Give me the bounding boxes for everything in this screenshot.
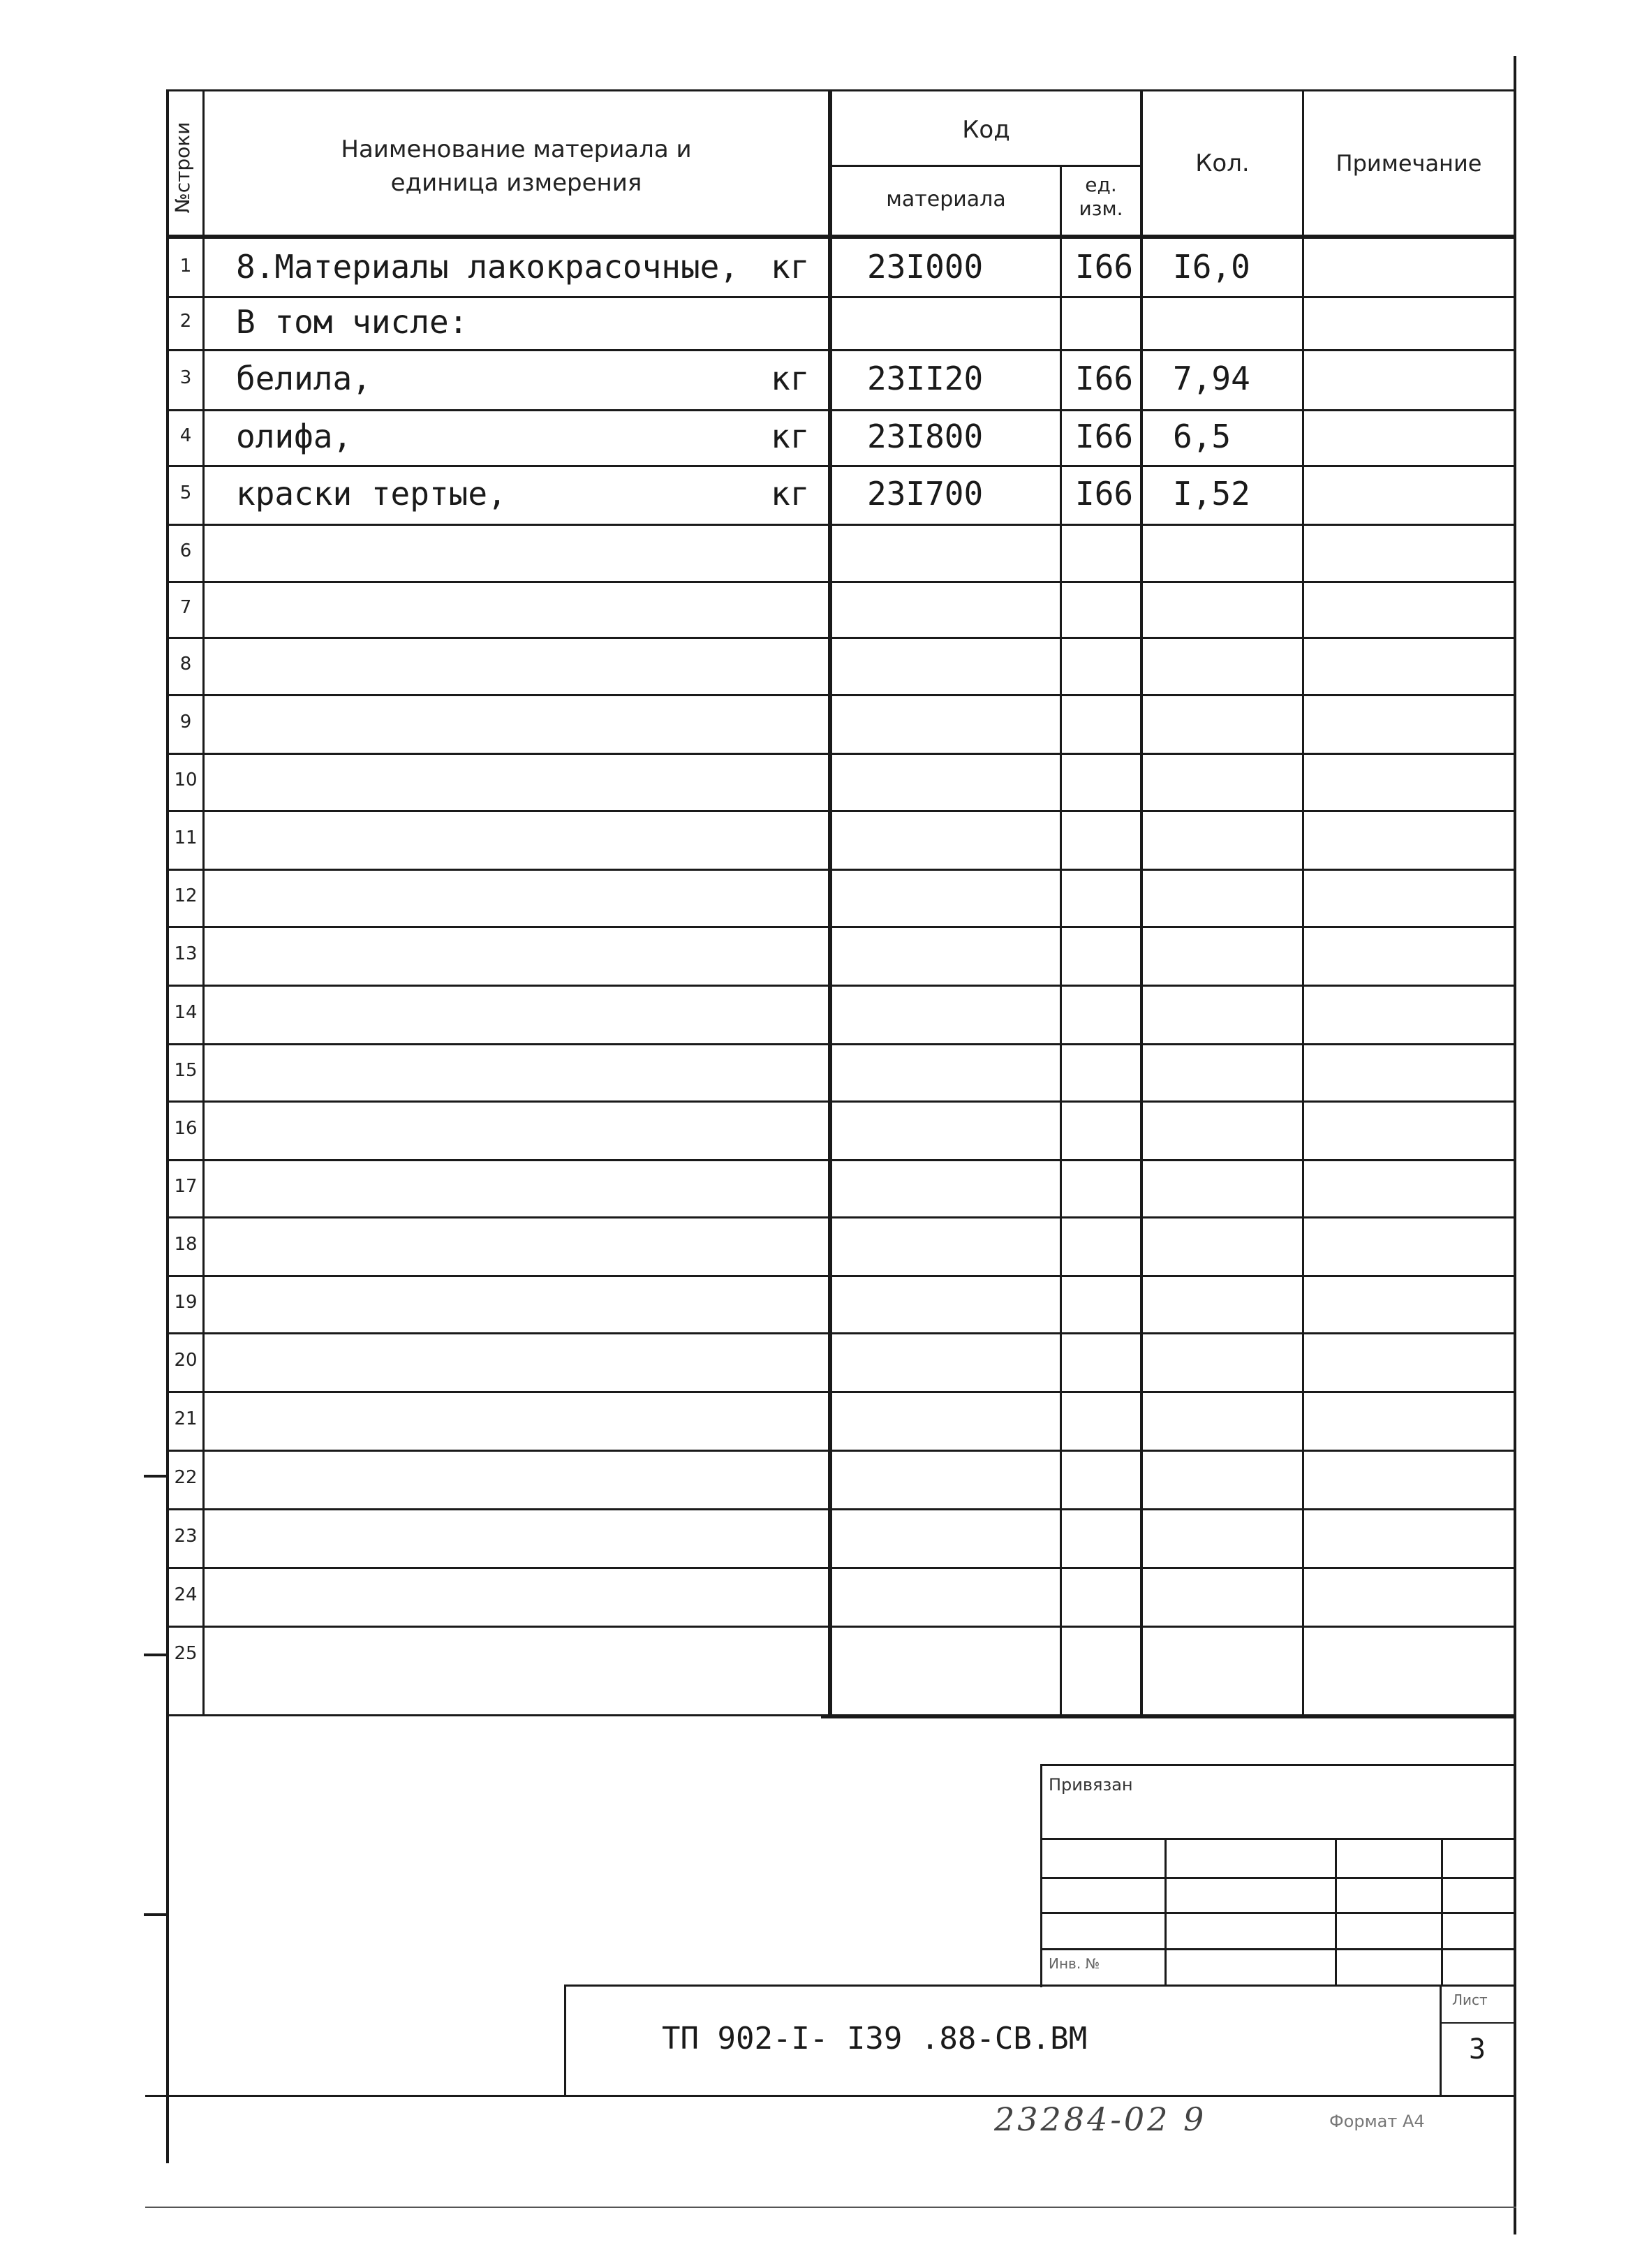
row-separator — [168, 1332, 1515, 1334]
margin-tick-2 — [144, 1654, 168, 1656]
unit-code: I66 — [1075, 418, 1134, 455]
row-separator — [168, 349, 1515, 351]
row-separator — [168, 1450, 1515, 1452]
row-number: 19 — [174, 1292, 198, 1313]
row-separator — [168, 1043, 1515, 1045]
unit-code: I66 — [1075, 475, 1134, 513]
code-subheader-line — [831, 165, 1140, 167]
handwritten-archive-number: 23284-02 9 — [994, 2100, 1207, 2138]
row-number: 22 — [174, 1467, 198, 1488]
row-number: 11 — [174, 827, 198, 848]
material-name: олифа, — [236, 418, 353, 455]
table-left-border — [166, 89, 169, 2163]
material-code-column-border — [1060, 165, 1062, 1716]
row-separator — [168, 1567, 1515, 1569]
row-separator — [168, 694, 1515, 696]
row-separator — [168, 926, 1515, 928]
material-code-header: материала — [886, 187, 1006, 212]
stamp-grid-vline-2 — [1335, 1838, 1337, 1984]
format-label: Формат А4 — [1329, 2112, 1425, 2131]
header-bottom-border — [168, 235, 1515, 239]
row-number: 7 — [179, 597, 192, 618]
material-name: краски тертые, — [236, 475, 507, 513]
unit-of-measure: кг — [771, 475, 810, 513]
material-name: 8.Материалы лакокрасочные, — [236, 248, 739, 286]
row-separator — [168, 1275, 1515, 1277]
title-block-bottom — [145, 2095, 1516, 2097]
note-header: Примечание — [1336, 150, 1482, 177]
margin-tick-3 — [144, 1913, 168, 1916]
qty-column-border — [1302, 89, 1304, 1716]
title-block-top — [564, 1984, 1516, 1987]
row-number: 15 — [174, 1060, 198, 1081]
row-number: 5 — [179, 483, 192, 503]
row-separator — [168, 810, 1515, 812]
name-header-line1: Наименование материала и — [341, 135, 692, 163]
row-number: 9 — [179, 712, 192, 732]
row-separator — [168, 1100, 1515, 1103]
row-separator — [168, 1216, 1515, 1218]
row-number-header: №строки — [171, 122, 194, 214]
row-separator — [168, 524, 1515, 526]
unit-of-measure: кг — [771, 248, 810, 286]
unit-code-column-border — [1140, 89, 1143, 1716]
stamp-grid-vline-1 — [1164, 1838, 1167, 1984]
table-bottom-border — [821, 1714, 1515, 1718]
quantity: I6,0 — [1173, 248, 1250, 286]
row-separator — [168, 465, 1515, 467]
margin-tick-1 — [144, 1475, 168, 1478]
unit-code-header-line1: ед. — [1085, 173, 1117, 196]
row-separator — [168, 1626, 1515, 1628]
row-number: 2 — [179, 311, 192, 332]
qty-header: Кол. — [1195, 149, 1250, 177]
stamp-grid-line-2 — [1040, 1877, 1516, 1879]
table-bottom-left — [166, 1714, 822, 1716]
stamp-grid-line-1 — [1040, 1838, 1516, 1840]
sheet-number: 3 — [1469, 2033, 1486, 2066]
material-name: В том числе: — [236, 303, 468, 341]
stamp-grid-line-4 — [1040, 1948, 1516, 1950]
stamp-attached-left — [1040, 1764, 1042, 1987]
sheet-cell-divider — [1440, 2022, 1516, 2024]
code-header: Код — [962, 116, 1010, 144]
quantity: 7,94 — [1173, 360, 1250, 397]
row-number: 17 — [174, 1176, 198, 1197]
inv-label: Инв. № — [1049, 1955, 1100, 1972]
row-separator — [168, 1391, 1515, 1393]
row-number: 6 — [179, 540, 192, 561]
attached-label: Привязан — [1049, 1775, 1133, 1795]
row-number: 14 — [174, 1002, 198, 1023]
row-number: 16 — [174, 1118, 198, 1139]
row-number: 24 — [174, 1584, 198, 1605]
row-number: 8 — [179, 654, 192, 675]
row-number: 12 — [174, 885, 198, 906]
stamp-attached-top — [1040, 1764, 1516, 1766]
row-separator — [168, 637, 1515, 639]
row-number: 3 — [179, 367, 192, 388]
material-name: белила, — [236, 360, 371, 397]
right-edge-line — [1514, 56, 1516, 2234]
stamp-grid-vline-3 — [1441, 1838, 1443, 1984]
stamp-grid-line-3 — [1040, 1912, 1516, 1914]
row-separator — [168, 985, 1515, 987]
footer-rule — [145, 2207, 1516, 2208]
row-separator — [168, 409, 1515, 411]
quantity: I,52 — [1173, 475, 1250, 513]
title-block-left — [564, 1984, 566, 2096]
row-number: 13 — [174, 943, 198, 964]
row-separator — [168, 581, 1515, 583]
row-number: 18 — [174, 1234, 198, 1255]
unit-code: I66 — [1075, 248, 1134, 286]
row-number: 1 — [179, 256, 192, 277]
row-separator — [168, 869, 1515, 871]
row-number: 25 — [174, 1643, 198, 1664]
row-number: 23 — [174, 1526, 198, 1547]
row-separator — [168, 1159, 1515, 1161]
document-designation: ТП 902-I- I39 .88-СВ.ВМ — [662, 2021, 1088, 2056]
unit-of-measure: кг — [771, 418, 810, 455]
row-separator — [168, 296, 1515, 298]
table-top-border — [168, 89, 1515, 91]
unit-code-header-line2: изм. — [1079, 197, 1123, 220]
quantity: 6,5 — [1173, 418, 1232, 455]
row-separator — [168, 1508, 1515, 1510]
row-number: 21 — [174, 1408, 198, 1429]
sheet-label: Лист — [1452, 1991, 1488, 2008]
material-code: 23I700 — [867, 475, 984, 513]
material-code: 23I800 — [867, 418, 984, 455]
unit-code: I66 — [1075, 360, 1134, 397]
name-column-border — [828, 89, 832, 1716]
row-number: 4 — [179, 425, 192, 446]
name-header-line2: единица измерения — [390, 169, 642, 197]
material-code: 23II20 — [867, 360, 984, 397]
material-code: 23I000 — [867, 248, 984, 286]
sheet-cell-left — [1440, 1984, 1442, 2095]
row-separator — [168, 753, 1515, 755]
unit-of-measure: кг — [771, 360, 810, 397]
row-number: 20 — [174, 1350, 198, 1371]
row-number: 10 — [174, 770, 198, 790]
rownum-column-border — [202, 89, 205, 1716]
